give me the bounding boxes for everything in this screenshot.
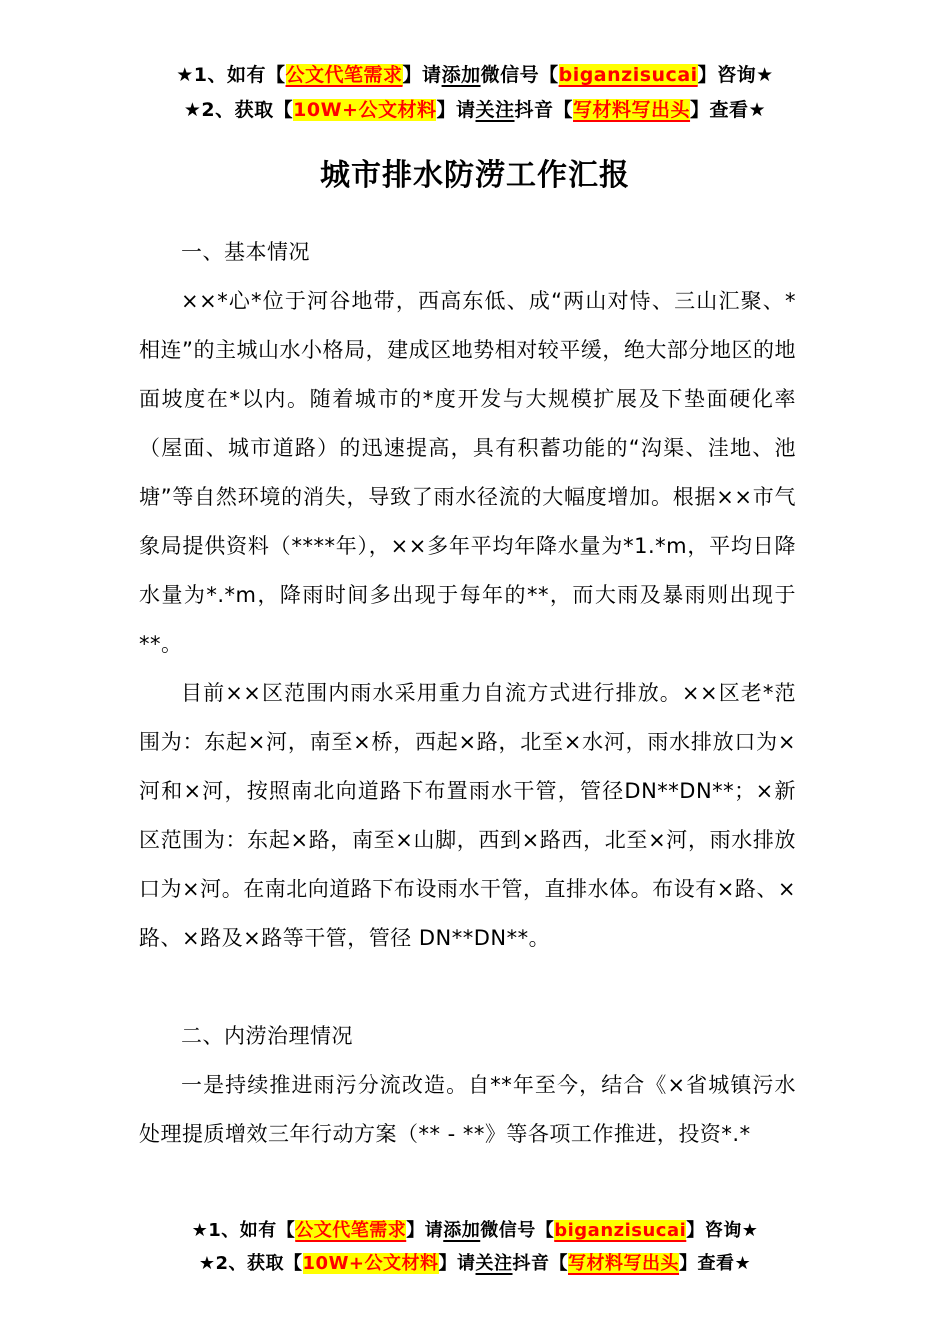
- promo-text: 】请: [406, 1220, 444, 1241]
- promo-text: 】查看★: [679, 1253, 752, 1274]
- promo-douyin-id: 写材料写出头: [573, 99, 691, 121]
- promo-text: 抖音【: [514, 99, 574, 121]
- promo-underline-add: 添加: [443, 1220, 481, 1241]
- document-title: 城市排水防涝工作汇报: [320, 158, 630, 193]
- promo-text: 】请: [438, 1253, 476, 1274]
- promo-wechat-id: biganzisucai: [558, 64, 698, 86]
- promo-text: 微信号【: [480, 1220, 555, 1241]
- header-promo-line-1: [0, 58, 950, 93]
- promo-highlight-materials: 10W+公文材料: [293, 99, 437, 121]
- promo-text: ★2、获取【: [198, 1253, 303, 1274]
- blank-line: [139, 963, 796, 1012]
- promo-text: 】咨询★: [697, 64, 774, 86]
- promo-highlight-materials: 10W+公文材料: [302, 1253, 439, 1274]
- document-body: [139, 228, 796, 1159]
- footer-promo-banner: [0, 1214, 950, 1280]
- paragraph: 目前××区范围内雨水采用重力自流方式进行排放。××区老*范围为：东起×河，南至×桥，西起×路，北至×水河，雨水排放口为×河和×河，按照南北向道路下布置雨水干管，管径DN**DN**；×新区范围为：东起×路，南至×山脚，西到×路西，北至×河，雨水排放口为×河。在南北向道路下布设雨水干管，直排水体。布设有×路、×路、×路及×路等干管，管径 DN**DN**。: [139, 681, 796, 950]
- promo-highlight-writing-service: 公文代笔需求: [285, 64, 403, 86]
- promo-underline-follow: 关注: [475, 99, 515, 121]
- promo-text: ★1、如有【: [176, 64, 286, 86]
- promo-text: 】咨询★: [686, 1220, 759, 1241]
- promo-text: ★2、获取【: [183, 99, 294, 121]
- promo-wechat-id: biganzisucai: [554, 1220, 687, 1241]
- footer-promo-line-1: [0, 1214, 950, 1247]
- promo-underline-follow: 关注: [475, 1253, 513, 1274]
- promo-text: ★1、如有【: [191, 1220, 296, 1241]
- paragraph: ××*心*位于河谷地带，西高东低、成“两山对恃、三山汇聚、*相连”的主城山水小格局，建成区地势相对较平缓，绝大部分地区的地面坡度在*以内。随着城市的*度开发与大规模扩展及下垫面硬化率（屋面、城市道路）的迅速提高，具有积蓄功能的“沟渠、洼地、池塘”等自然环境的消失，导致了雨水径流的大幅度增加。根据××市气象局提供资料（****年），××多年平均年降水量为*1.*m，平均日降水量为*.*m，降雨时间多出现于每年的**，而大雨及暴雨则出现于**。: [139, 289, 796, 656]
- promo-text: 微信号【: [480, 64, 559, 86]
- promo-text: 】请: [402, 64, 442, 86]
- header-promo-line-2: [0, 93, 950, 128]
- promo-douyin-id: 写材料写出头: [568, 1253, 680, 1274]
- promo-text: 抖音【: [512, 1253, 569, 1274]
- promo-text: 】查看★: [690, 99, 767, 121]
- promo-highlight-writing-service: 公文代笔需求: [295, 1220, 407, 1241]
- footer-promo-line-2: [0, 1247, 950, 1280]
- paragraph: 一是持续推进雨污分流改造。自**年至今，结合《×省城镇污水处理提质增效三年行动方案（** - **》等各项工作推进，投资*.*: [139, 1073, 796, 1146]
- header-promo-banner: [0, 58, 950, 128]
- section-heading-basic-situation: 一、基本情况: [181, 240, 310, 264]
- section-heading-flood-control: 二、内涝治理情况: [181, 1024, 353, 1048]
- promo-underline-add: 添加: [441, 64, 481, 86]
- promo-text: 】请: [436, 99, 476, 121]
